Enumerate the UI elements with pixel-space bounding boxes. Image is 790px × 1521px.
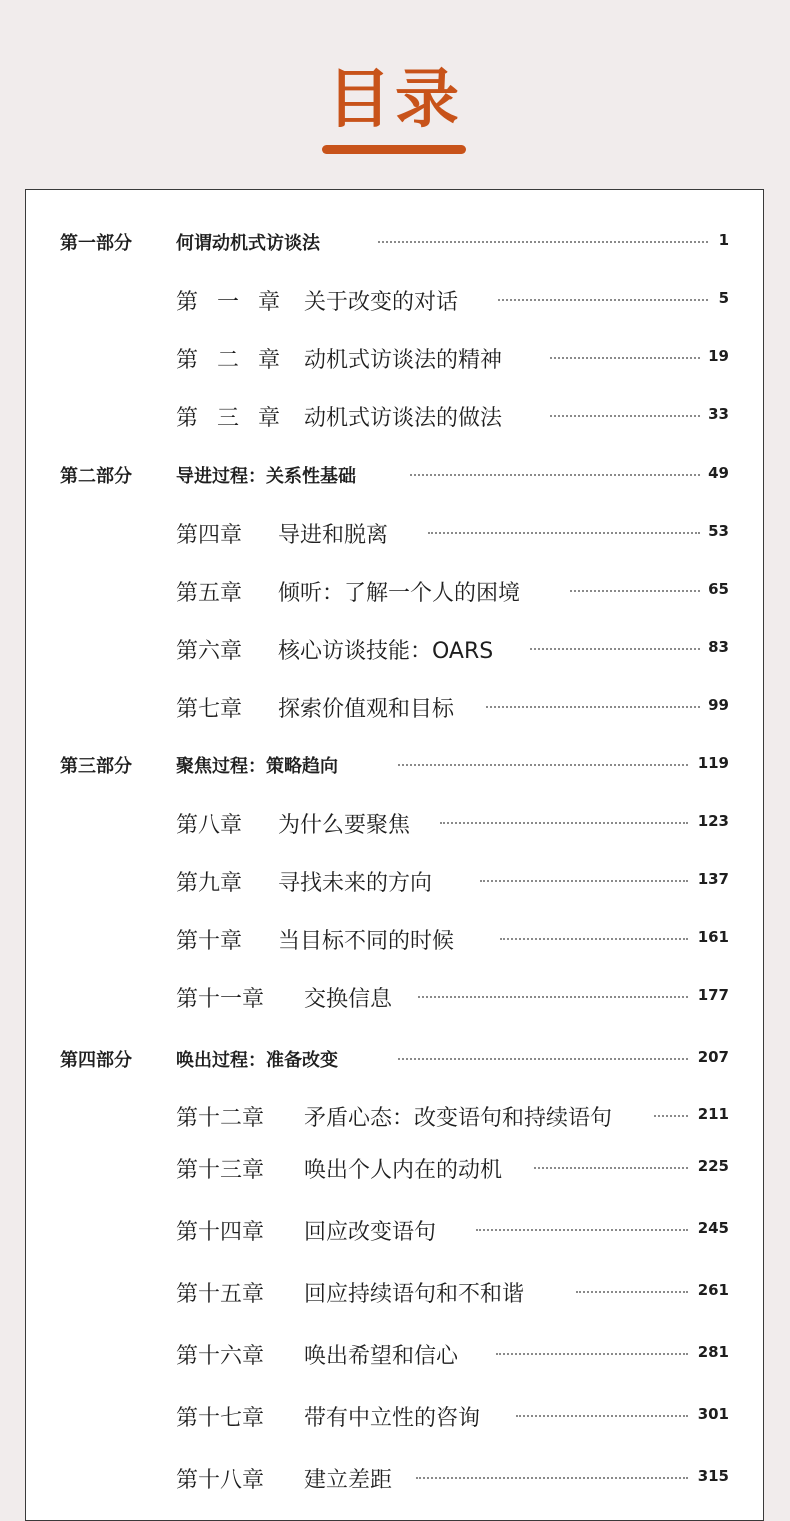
toc-chapter-row: [26, 686, 763, 726]
toc-chapter-row: [26, 1147, 763, 1187]
chapter-title: 寻找未来的方向: [278, 871, 433, 896]
dot-leader: [500, 938, 688, 940]
dot-leader: [534, 1167, 688, 1169]
dot-leader: [440, 822, 688, 824]
toc-chapter-row: [26, 1095, 763, 1135]
chapter-title: 为什么要聚焦: [278, 813, 411, 838]
page-number: 99: [708, 696, 729, 714]
dot-leader: [378, 241, 708, 243]
chapter-label: 第 三 章: [176, 406, 286, 431]
part-label: 第一部分: [60, 233, 132, 254]
toc-chapter-row: [26, 337, 763, 377]
part-title: 导进过程：关系性基础: [176, 466, 356, 487]
toc-part-row: [26, 744, 763, 784]
chapter-label: 第八章: [176, 813, 243, 838]
part-title: 唤出过程：准备改变: [176, 1050, 338, 1071]
page-number: 5: [718, 289, 729, 307]
page-number: 83: [708, 638, 729, 656]
part-label: 第三部分: [60, 756, 132, 777]
chapter-title: 唤出希望和信心: [304, 1344, 459, 1369]
chapter-label: 第五章: [176, 581, 243, 606]
dot-leader: [486, 706, 700, 708]
toc-chapter-row: [26, 512, 763, 552]
part-title: 何谓动机式访谈法: [176, 233, 320, 254]
page-number: 65: [708, 580, 729, 598]
page-number: 211: [697, 1105, 729, 1123]
chapter-label: 第十三章: [176, 1158, 265, 1183]
dot-leader: [516, 1415, 688, 1417]
toc-chapter-row: [26, 918, 763, 958]
page-number: 49: [708, 464, 729, 482]
chapter-label: 第十二章: [176, 1106, 265, 1131]
page-number: 261: [697, 1281, 729, 1299]
toc-chapter-row: [26, 628, 763, 668]
page-number: 123: [697, 812, 729, 830]
chapter-title: 带有中立性的咨询: [304, 1406, 481, 1431]
toc-part-row: [26, 454, 763, 494]
toc-chapter-row: [26, 279, 763, 319]
dot-leader: [498, 299, 708, 301]
chapter-label: 第六章: [176, 639, 243, 664]
dot-leader: [418, 996, 688, 998]
chapter-label: 第十七章: [176, 1406, 265, 1431]
dot-leader: [570, 590, 700, 592]
page-number: 315: [697, 1467, 729, 1485]
dot-leader: [550, 357, 700, 359]
page-number: 19: [708, 347, 729, 365]
toc-chapter-row: [26, 802, 763, 842]
chapter-label: 第十四章: [176, 1220, 265, 1245]
dot-leader: [410, 474, 700, 476]
toc-chapter-row: [26, 395, 763, 435]
chapter-label: 第十一章: [176, 987, 265, 1012]
page-number: 1: [718, 231, 729, 249]
chapter-label: 第十章: [176, 929, 243, 954]
dot-leader: [654, 1115, 688, 1117]
page-number: 225: [697, 1157, 729, 1175]
toc-chapter-row: [26, 570, 763, 610]
chapter-label: 第十八章: [176, 1468, 265, 1493]
chapter-title: 回应改变语句: [304, 1220, 437, 1245]
page-number: 137: [697, 870, 729, 888]
chapter-label: 第四章: [176, 523, 243, 548]
toc-chapter-row: [26, 976, 763, 1016]
toc-chapter-row: [26, 860, 763, 900]
toc-chapter-row: [26, 1457, 763, 1497]
chapter-title: 矛盾心态：改变语句和持续语句: [304, 1106, 613, 1131]
dot-leader: [576, 1291, 688, 1293]
dot-leader: [496, 1353, 688, 1355]
page-number: 281: [697, 1343, 729, 1361]
chapter-label: 第九章: [176, 871, 243, 896]
page-number: 119: [697, 754, 729, 772]
table-of-contents: [25, 189, 764, 1521]
toc-chapter-row: [26, 1209, 763, 1249]
dot-leader: [476, 1229, 688, 1231]
chapter-title: 唤出个人内在的动机: [304, 1158, 503, 1183]
chapter-title: 当目标不同的时候: [278, 929, 455, 954]
dot-leader: [530, 648, 700, 650]
page-number: 161: [697, 928, 729, 946]
part-label: 第二部分: [60, 466, 132, 487]
page-number: 177: [697, 986, 729, 1004]
dot-leader: [416, 1477, 688, 1479]
page-number: 33: [708, 405, 729, 423]
toc-part-row: [26, 221, 763, 261]
dot-leader: [550, 415, 700, 417]
chapter-title: 探索价值观和目标: [278, 697, 455, 722]
chapter-title: 关于改变的对话: [304, 290, 459, 315]
part-label: 第四部分: [60, 1050, 132, 1071]
chapter-title: 核心访谈技能：OARS: [278, 639, 494, 664]
part-title: 聚焦过程：策略趋向: [176, 756, 338, 777]
chapter-title: 建立差距: [304, 1468, 393, 1493]
title-underline: [322, 145, 466, 154]
dot-leader: [480, 880, 688, 882]
page-number: 53: [708, 522, 729, 540]
page-number: 245: [697, 1219, 729, 1237]
page-title: 目录: [327, 63, 463, 137]
chapter-label: 第 二 章: [176, 348, 286, 373]
chapter-title: 交换信息: [304, 987, 393, 1012]
chapter-label: 第 一 章: [176, 290, 286, 315]
chapter-title: 倾听：了解一个人的困境: [278, 581, 521, 606]
chapter-label: 第十六章: [176, 1344, 265, 1369]
chapter-title: 回应持续语句和不和谐: [304, 1282, 525, 1307]
toc-chapter-row: [26, 1271, 763, 1311]
page-number: 301: [697, 1405, 729, 1423]
toc-part-row: [26, 1038, 763, 1078]
chapter-label: 第十五章: [176, 1282, 265, 1307]
chapter-title: 动机式访谈法的精神: [304, 348, 503, 373]
chapter-label: 第七章: [176, 697, 243, 722]
toc-chapter-row: [26, 1395, 763, 1435]
chapter-title: 导进和脱离: [278, 523, 389, 548]
toc-chapter-row: [26, 1333, 763, 1373]
page-number: 207: [697, 1048, 729, 1066]
chapter-title: 动机式访谈法的做法: [304, 406, 503, 431]
dot-leader: [398, 764, 688, 766]
dot-leader: [428, 532, 700, 534]
dot-leader: [398, 1058, 688, 1060]
